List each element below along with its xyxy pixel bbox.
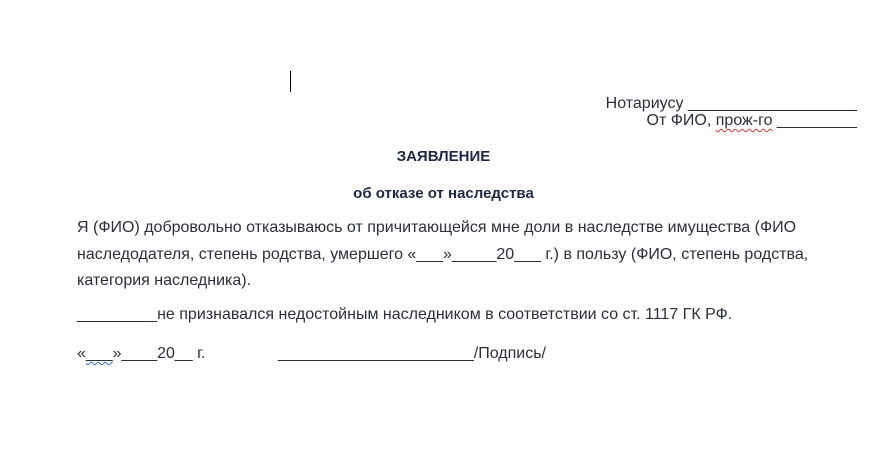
paragraph-line: наследодателя, степень родства, умершего «___»_____20___ г.) в пользу (ФИО, степень родства, [77,245,809,263]
from-prefix: От ФИО, [646,112,716,129]
paragraph-line: Я (ФИО) добровольно отказываюсь от причитающейся мне доли в наследстве имущества (ФИО [77,219,797,236]
notary-blank: ___________________ [687,95,857,112]
from-blank: _________ [772,112,857,129]
signature-label: /Подпись/ [473,345,546,362]
date-day-blank: ___ [85,345,113,362]
paragraph-unworthy: _________не признавался недостойным наследником в соответствии со ст. 1117 ГК РФ. [77,306,733,323]
date-open-quote: « [77,345,86,362]
from-abbrev: прож-го [715,112,773,129]
document-title: ЗАЯВЛЕНИЕ [396,148,491,165]
signature-blank: ______________________ [278,345,474,362]
signature-line [278,344,546,364]
document-subtitle: об отказе от наследства [353,185,534,202]
text-cursor [290,71,291,92]
date-close-quote: » [112,345,122,362]
date-line [77,344,205,364]
from-line [647,111,857,131]
notary-label: Нотариусу [605,95,684,112]
paragraph-line: категория наследника). [77,272,252,289]
date-rest: ____20__ г. [121,345,206,362]
paragraph-refusal [77,215,847,295]
